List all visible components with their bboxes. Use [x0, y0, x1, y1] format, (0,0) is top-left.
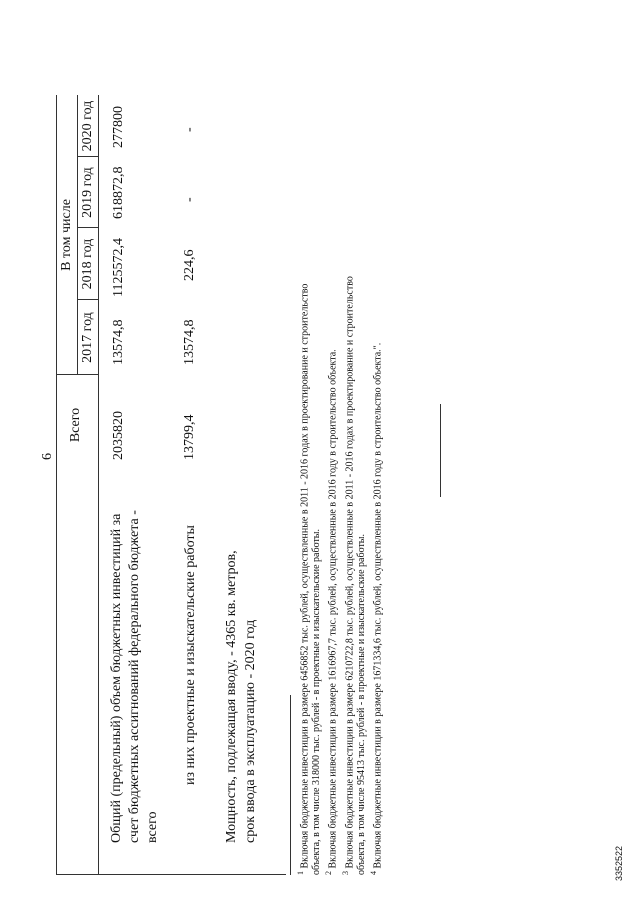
row-2-2018: 224,6 [182, 249, 197, 281]
header-year-2018: 2018 год [80, 238, 95, 290]
footnote-4-marker: 4 [368, 871, 378, 875]
footnote-1-line-1: Включая бюджетные инвестиции в размере 6456852 тыс. рублей, осуществленные в 2011 - 2016 годах в проектирование и строительство [299, 283, 311, 869]
end-separator [440, 404, 441, 497]
header-year-2020: 2020 год [80, 100, 95, 152]
header-total: Всего [68, 407, 83, 443]
table-left-border [56, 874, 286, 875]
capacity-text [222, 423, 260, 843]
document-id: 3352522 [614, 845, 624, 881]
footnote-4-line-1: Включая бюджетные инвестиции в размере 1671334,6 тыс. рублей, осуществленные в 2016 году в строительство объекта.". [372, 342, 384, 869]
footnote-1-line-2: объекта, в том числе 318000 тыс. рублей - в проектные и изыскательские работы. [311, 528, 323, 875]
capacity-line-1: Мощность, подлежащая вводу, - 4365 кв. метров, [224, 550, 239, 843]
capacity-line-2: срок ввода в эксплуатацию - 2020 год [243, 619, 258, 843]
footnote-3-line-2: объекта, в том числе 95413 тыс. рублей - в проектные и изыскательские работы. [355, 533, 367, 875]
footnote-2-marker: 2 [324, 871, 334, 875]
row-2-total: 13799,4 [182, 414, 197, 460]
row-2-label [182, 485, 200, 785]
footnote-3 [340, 35, 368, 875]
row-1-2017: 13574,8 [111, 319, 126, 365]
header-year-2019: 2019 год [80, 167, 95, 218]
footnote-3-marker: 3 [340, 871, 350, 875]
row-2-2017: 13574,8 [182, 319, 197, 365]
footnote-2 [323, 35, 339, 875]
footnote-3-line-1: Включая бюджетные инвестиции в размере 6210722,8 тыс. рублей, осуществленные в 2011 - 2016 годах в проектирование и строительство [343, 276, 355, 869]
page-number: 6 [40, 453, 55, 460]
row-1-total: 2035820 [111, 411, 126, 460]
row-2-label-line: из них проектные и изыскательские работы [183, 525, 198, 785]
row-1-label-line: Общий (предельный) объем бюджетных инвестиций за [109, 513, 124, 843]
row-1-label [108, 483, 162, 843]
header-group: В том числе [59, 199, 74, 271]
footnote-1 [295, 35, 323, 875]
row-2-2019: - [182, 197, 197, 202]
row-1-2020: 277800 [111, 106, 126, 148]
row-1-label-line: счет бюджетных ассигнований федерального бюджета - [127, 510, 142, 843]
header-bottom-border [98, 95, 99, 875]
row-1-2019: 618872,8 [111, 166, 126, 219]
footnote-1-marker: 1 [296, 871, 305, 875]
footnote-4 [368, 35, 384, 875]
row-2-2020: - [182, 127, 197, 132]
footnote-separator [290, 695, 291, 875]
footnotes-block [295, 35, 384, 875]
header-year-2017: 2017 год [80, 312, 95, 363]
footnote-2-line-1: Включая бюджетные инвестиции в размере 1616967,7 тыс. рублей, осуществленные в 2016 году в строительство объекта. [327, 349, 339, 869]
row-1-label-line: всего [145, 811, 160, 843]
row-1-2018: 1125572,4 [111, 238, 126, 297]
